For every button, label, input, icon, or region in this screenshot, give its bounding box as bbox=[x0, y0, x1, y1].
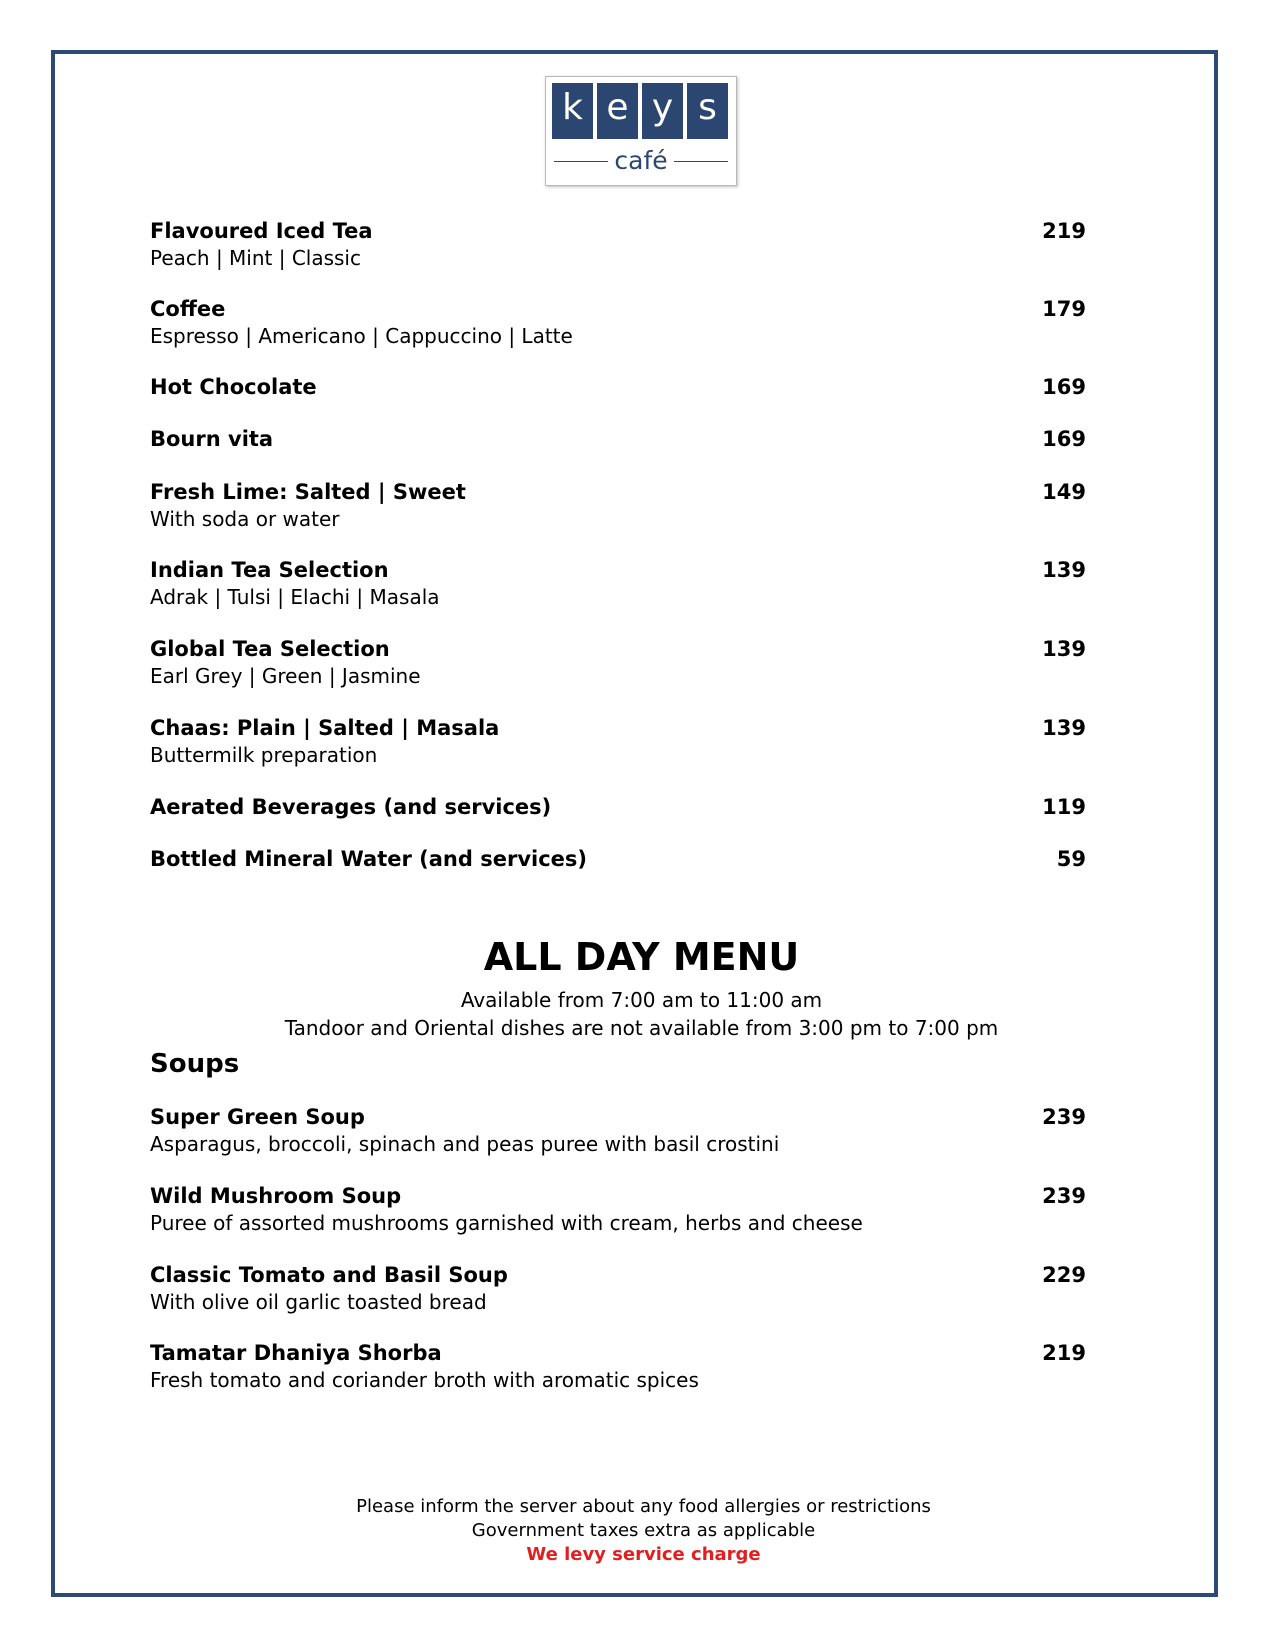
item-description: Puree of assorted mushrooms garnished with cream, herbs and cheese bbox=[150, 1211, 863, 1235]
item-description: Adrak | Tulsi | Elachi | Masala bbox=[150, 585, 440, 609]
allergy-notice: Please inform the server about any food allergies or restrictions bbox=[356, 1496, 931, 1517]
soups-heading: Soups bbox=[150, 1049, 240, 1079]
item-name: Flavoured Iced Tea bbox=[150, 219, 373, 243]
item-name: Bourn vita bbox=[150, 427, 274, 451]
item-price: 139 bbox=[1042, 637, 1086, 661]
item-price: 59 bbox=[1056, 847, 1086, 871]
item-description: Espresso | Americano | Cappuccino | Latte bbox=[150, 324, 573, 348]
item-name: Global Tea Selection bbox=[150, 637, 390, 661]
tax-notice: Government taxes extra as applicable bbox=[471, 1520, 816, 1541]
item-description: Fresh tomato and coriander broth with aromatic spices bbox=[150, 1368, 699, 1392]
item-price: 179 bbox=[1042, 297, 1086, 321]
item-price: 139 bbox=[1042, 716, 1086, 740]
item-name: Classic Tomato and Basil Soup bbox=[150, 1263, 508, 1287]
item-price: 219 bbox=[1042, 219, 1086, 243]
item-description: Buttermilk preparation bbox=[150, 743, 378, 767]
item-price: 239 bbox=[1042, 1184, 1086, 1208]
item-description: Asparagus, broccoli, spinach and peas puree with basil crostini bbox=[150, 1132, 780, 1156]
logo-letter: y bbox=[642, 83, 683, 139]
logo-rule-left bbox=[554, 161, 608, 162]
item-price: 169 bbox=[1042, 375, 1086, 399]
item-name: Indian Tea Selection bbox=[150, 558, 389, 582]
item-name: Super Green Soup bbox=[150, 1105, 365, 1129]
item-name: Fresh Lime: Salted | Sweet bbox=[150, 480, 466, 504]
item-name: Wild Mushroom Soup bbox=[150, 1184, 402, 1208]
logo-letter: s bbox=[687, 83, 728, 139]
item-name: Coffee bbox=[150, 297, 226, 321]
item-price: 169 bbox=[1042, 427, 1086, 451]
item-description: Peach | Mint | Classic bbox=[150, 246, 361, 270]
item-name: Hot Chocolate bbox=[150, 375, 317, 399]
keys-cafe-logo bbox=[545, 76, 737, 186]
logo-letter: e bbox=[597, 83, 638, 139]
item-price: 219 bbox=[1042, 1341, 1086, 1365]
logo-rule-right bbox=[674, 161, 728, 162]
item-price: 149 bbox=[1042, 480, 1086, 504]
item-description: With soda or water bbox=[150, 507, 340, 531]
item-name: Aerated Beverages (and services) bbox=[150, 795, 552, 819]
logo-subtitle: café bbox=[614, 146, 668, 175]
availability-text: Available from 7:00 am to 11:00 am bbox=[460, 988, 823, 1012]
item-description: Earl Grey | Green | Jasmine bbox=[150, 664, 421, 688]
item-price: 239 bbox=[1042, 1105, 1086, 1129]
item-price: 229 bbox=[1042, 1263, 1086, 1287]
item-description: With olive oil garlic toasted bread bbox=[150, 1290, 487, 1314]
logo-letters bbox=[552, 83, 728, 139]
item-name: Tamatar Dhaniya Shorba bbox=[150, 1341, 442, 1365]
item-price: 119 bbox=[1042, 795, 1086, 819]
item-name: Bottled Mineral Water (and services) bbox=[150, 847, 587, 871]
availability-note: Tandoor and Oriental dishes are not available from 3:00 pm to 7:00 pm bbox=[284, 1016, 999, 1040]
logo-letter: k bbox=[552, 83, 593, 139]
service-charge-notice: We levy service charge bbox=[526, 1544, 761, 1565]
item-name: Chaas: Plain | Salted | Masala bbox=[150, 716, 500, 740]
item-price: 139 bbox=[1042, 558, 1086, 582]
section-title: ALL DAY MENU bbox=[483, 935, 800, 979]
logo-subtitle-row bbox=[554, 147, 728, 175]
